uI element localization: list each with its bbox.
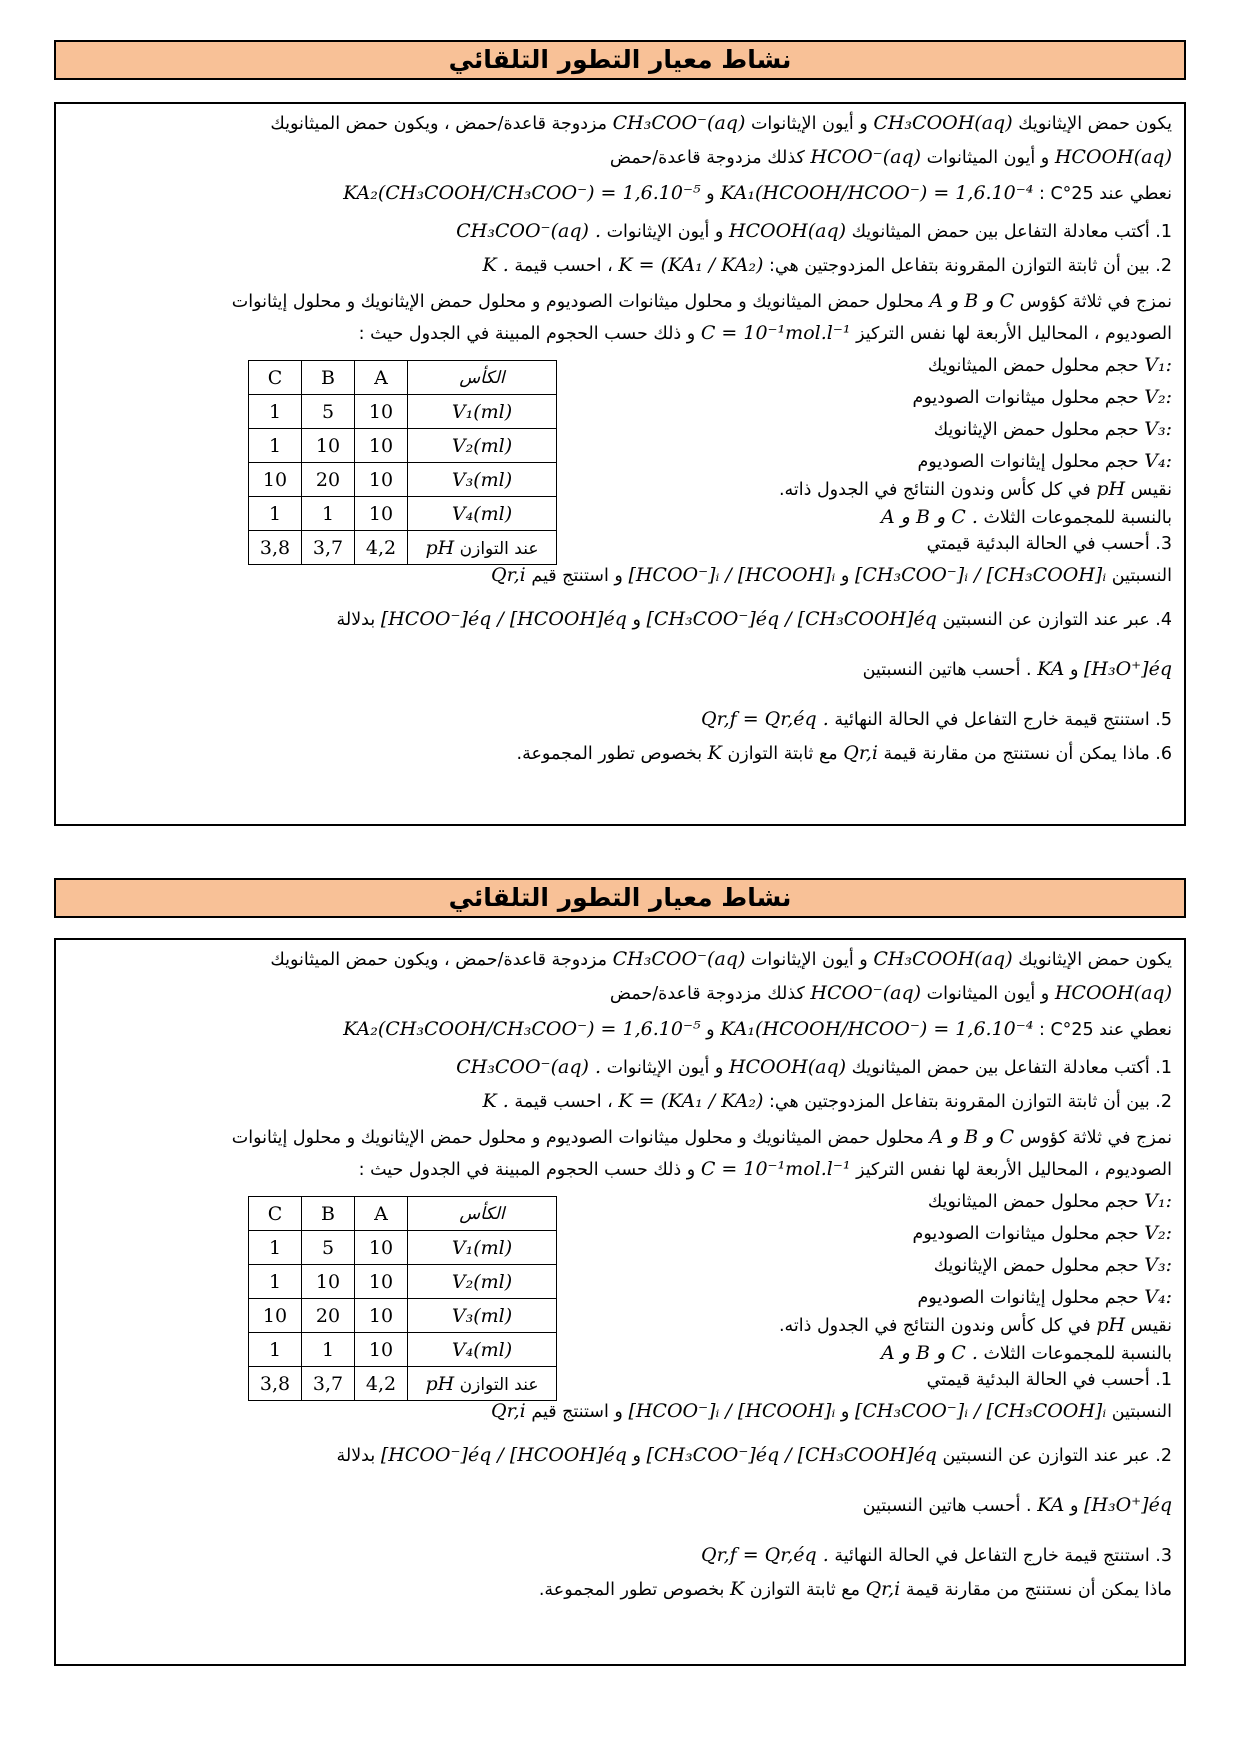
table-cell: 10 (355, 497, 408, 531)
table-cell: 3,7 (302, 1367, 355, 1401)
table-header-c: C (249, 361, 302, 395)
table-header-c: C (249, 1197, 302, 1231)
table-ph-row (249, 1367, 557, 1401)
table-cell: 1 (249, 429, 302, 463)
table-cell: 1 (249, 497, 302, 531)
volumes-table (248, 1196, 557, 1401)
activity-title: نشاط معيار التطور التلقائي (54, 40, 1186, 80)
groups-line: بالنسبة للمجموعات الثلاث A و B و C . (881, 1342, 1172, 1364)
table-cell: 20 (302, 463, 355, 497)
table-cell: 10 (302, 1265, 355, 1299)
volume-def-4: V₄: حجم محلول إيثانوات الصوديوم (917, 450, 1172, 472)
table-row-label: V₁(ml) (408, 395, 557, 429)
table-row-label: V₃(ml) (408, 1299, 557, 1333)
table-row (249, 463, 557, 497)
volume-def-1: V₁: حجم محلول حمض الميثانويك (927, 1190, 1172, 1212)
question-2: 2. بين أن ثابتة التوازن المقرونة بتفاعل المزدوجتين هي: K = (KA₁ / KA₂) ، احسب قيمة K . (482, 254, 1172, 276)
volume-def-3: V₃: حجم محلول حمض الإيثانويك (933, 1254, 1172, 1276)
groups-line: بالنسبة للمجموعات الثلاث A و B و C . (881, 506, 1172, 528)
table-row (249, 497, 557, 531)
table-header-label: الكأس (408, 1197, 557, 1231)
table-cell: 10 (249, 463, 302, 497)
intro-line-1: يكون حمض الإيثانويك CH₃COOH(aq) و أيون الإيثانوات CH₃COO⁻(aq) مزدوجة قاعدة/حمض ، ويكون حمض الميثانويك (270, 948, 1172, 970)
activity-panel (54, 102, 1186, 826)
table-cell: 4,2 (355, 1367, 408, 1401)
activity-title: نشاط معيار التطور التلقائي (54, 878, 1186, 918)
mix-line-1: نمزج في ثلاثة كؤوس A و B و C محلول حمض الميثانويك و محلول ميثانوات الصوديوم و محلول حمض الإيثانويك و محلول إيثانوات (231, 1126, 1172, 1148)
table-header-row (249, 361, 557, 395)
intro-line-2: HCOOH(aq) و أيون الميثانوات HCOO⁻(aq) كذلك مزدوجة قاعدة/حمض (609, 146, 1172, 168)
table-cell: 5 (302, 395, 355, 429)
measure-line: نقيس pH في كل كأس وندون النتائج في الجدول ذاته. (778, 1314, 1172, 1336)
table-header-b: B (302, 1197, 355, 1231)
question-2b: 2. عبر عند التوازن عن النسبتين [CH₃COO⁻]éq / [CH₃COOH]éq و [HCOO⁻]éq / [HCOOH]éq بدلالة (336, 1444, 1172, 1466)
table-cell: 1 (249, 395, 302, 429)
table-cell: 1 (249, 1333, 302, 1367)
table-header-a: A (355, 361, 408, 395)
table-cell: 10 (355, 1299, 408, 1333)
question-6: 6. ماذا يمكن أن نستنتج من مقارنة قيمة Qr,i مع ثابتة التوازن K بخصوص تطور المجموعة. (516, 742, 1172, 764)
table-cell: 3,8 (249, 1367, 302, 1401)
table-cell: 3,7 (302, 531, 355, 565)
intro-line-3: نعطي عند 25°C : KA₁(HCOOH/HCOO⁻) = 1,6.10⁻⁴ و KA₂(CH₃COOH/CH₃COO⁻) = 1,6.10⁻⁵ (343, 182, 1172, 204)
table-row (249, 1231, 557, 1265)
intro-line-3: نعطي عند 25°C : KA₁(HCOOH/HCOO⁻) = 1,6.10⁻⁴ و KA₂(CH₃COOH/CH₃COO⁻) = 1,6.10⁻⁵ (343, 1018, 1172, 1040)
table-ph-label: عند التوازن pH (408, 531, 557, 565)
table-cell: 10 (355, 463, 408, 497)
question-2: 2. بين أن ثابتة التوازن المقرونة بتفاعل المزدوجتين هي: K = (KA₁ / KA₂) ، احسب قيمة K . (482, 1090, 1172, 1112)
table-cell: 10 (355, 1265, 408, 1299)
table-cell: 20 (302, 1299, 355, 1333)
table-ph-label: عند التوازن pH (408, 1367, 557, 1401)
question-1: 1. أكتب معادلة التفاعل بين حمض الميثانويك HCOOH(aq) و أيون الإيثانوات CH₃COO⁻(aq) . (456, 1056, 1172, 1078)
question-4b: ماذا يمكن أن نستنتج من مقارنة قيمة Qr,i مع ثابتة التوازن K بخصوص تطور المجموعة. (538, 1578, 1172, 1600)
table-cell: 4,2 (355, 531, 408, 565)
volume-def-3: V₃: حجم محلول حمض الإيثانويك (933, 418, 1172, 440)
table-cell: 10 (302, 429, 355, 463)
table-row-label: V₄(ml) (408, 1333, 557, 1367)
question-3b: 3. استنتج قيمة خارج التفاعل في الحالة النهائية Qr,f = Qr,éq . (701, 1544, 1172, 1566)
question-3-formula: النسبتين [CH₃COO⁻]ᵢ / [CH₃COOH]ᵢ و [HCOO⁻]ᵢ / [HCOOH]ᵢ و استنتج قيم Qr,i (491, 564, 1172, 586)
activity-panel (54, 938, 1186, 1666)
table-header-row (249, 1197, 557, 1231)
table-header-label: الكأس (408, 361, 557, 395)
table-cell: 10 (355, 395, 408, 429)
volume-def-2: V₂: حجم محلول ميثانوات الصوديوم (912, 386, 1172, 408)
table-cell: 1 (302, 497, 355, 531)
table-cell: 10 (249, 1299, 302, 1333)
measure-line: نقيس pH في كل كأس وندون النتائج في الجدول ذاته. (778, 478, 1172, 500)
table-row-label: V₃(ml) (408, 463, 557, 497)
table-cell: 10 (355, 1333, 408, 1367)
table-row-label: V₄(ml) (408, 497, 557, 531)
intro-line-2: HCOOH(aq) و أيون الميثانوات HCOO⁻(aq) كذلك مزدوجة قاعدة/حمض (609, 982, 1172, 1004)
table-row (249, 1299, 557, 1333)
table-row (249, 1333, 557, 1367)
intro-line-1: يكون حمض الإيثانويك CH₃COOH(aq) و أيون الإيثانوات CH₃COO⁻(aq) مزدوجة قاعدة/حمض ، ويكون حمض الميثانويك (270, 112, 1172, 134)
table-cell: 1 (302, 1333, 355, 1367)
table-cell: 10 (355, 429, 408, 463)
table-row (249, 1265, 557, 1299)
mix-line-1: نمزج في ثلاثة كؤوس A و B و C محلول حمض الميثانويك و محلول ميثانوات الصوديوم و محلول حمض الإيثانويك و محلول إيثانوات (231, 290, 1172, 312)
table-row (249, 395, 557, 429)
table-cell: 1 (249, 1265, 302, 1299)
question-2b-cont: [H₃O⁺]éq و KA . أحسب هاتين النسبتين (862, 1494, 1172, 1516)
table-ph-row (249, 531, 557, 565)
table-row (249, 429, 557, 463)
mix-line-2: الصوديوم ، المحاليل الأربعة لها نفس التركيز C = 10⁻¹mol.l⁻¹ و ذلك حسب الحجوم المبينة في الجدول حيث : (358, 322, 1172, 344)
mix-line-2: الصوديوم ، المحاليل الأربعة لها نفس التركيز C = 10⁻¹mol.l⁻¹ و ذلك حسب الحجوم المبينة في الجدول حيث : (358, 1158, 1172, 1180)
table-cell: 1 (249, 1231, 302, 1265)
table-header-b: B (302, 361, 355, 395)
question-1b: 1. أحسب في الحالة البدئية قيمتي (926, 1370, 1172, 1390)
question-1b-formula: النسبتين [CH₃COO⁻]ᵢ / [CH₃COOH]ᵢ و [HCOO⁻]ᵢ / [HCOOH]ᵢ و استنتج قيم Qr,i (491, 1400, 1172, 1422)
table-cell: 10 (355, 1231, 408, 1265)
question-1: 1. أكتب معادلة التفاعل بين حمض الميثانويك HCOOH(aq) و أيون الإيثانوات CH₃COO⁻(aq) . (456, 220, 1172, 242)
table-header-a: A (355, 1197, 408, 1231)
volume-def-1: V₁: حجم محلول حمض الميثانويك (927, 354, 1172, 376)
table-cell: 5 (302, 1231, 355, 1265)
volume-def-2: V₂: حجم محلول ميثانوات الصوديوم (912, 1222, 1172, 1244)
table-row-label: V₂(ml) (408, 1265, 557, 1299)
question-5: 5. استنتج قيمة خارج التفاعل في الحالة النهائية Qr,f = Qr,éq . (701, 708, 1172, 730)
volumes-table (248, 360, 557, 565)
table-cell: 3,8 (249, 531, 302, 565)
table-row-label: V₁(ml) (408, 1231, 557, 1265)
question-4-cont: [H₃O⁺]éq و KA . أحسب هاتين النسبتين (862, 658, 1172, 680)
table-row-label: V₂(ml) (408, 429, 557, 463)
question-4: 4. عبر عند التوازن عن النسبتين [CH₃COO⁻]éq / [CH₃COOH]éq و [HCOO⁻]éq / [HCOOH]éq بدلالة (336, 608, 1172, 630)
question-3: 3. أحسب في الحالة البدئية قيمتي (926, 534, 1172, 554)
volume-def-4: V₄: حجم محلول إيثانوات الصوديوم (917, 1286, 1172, 1308)
